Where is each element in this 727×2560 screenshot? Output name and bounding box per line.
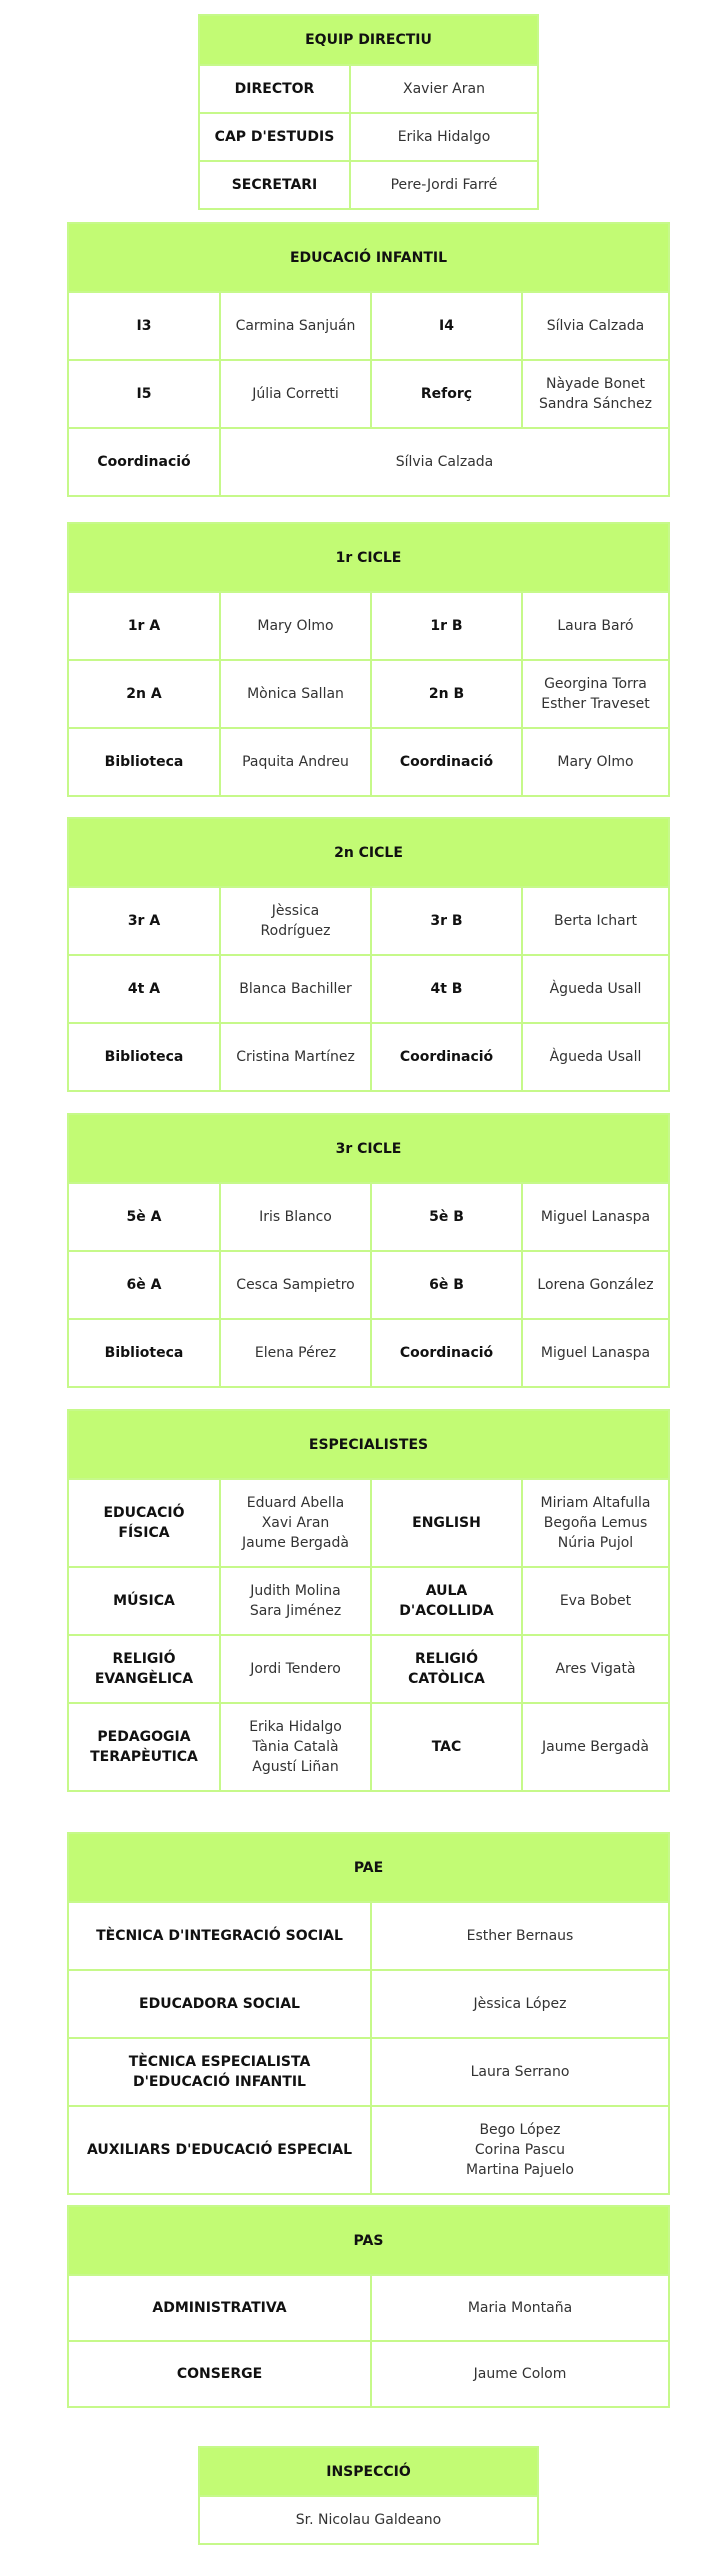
name-secretari: Pere-Jordi Farré (349, 162, 537, 208)
especialistes-table (67, 1409, 670, 1792)
teacher-name: Elena Pérez (219, 1320, 370, 1386)
staff-name: Jaume Colom (370, 2342, 668, 2406)
cicle2-table (67, 817, 670, 1092)
subject-label: PEDAGOGIA TERAPÈUTICA (90, 1729, 198, 1765)
staff-role: AUXILIARS D'EDUCACIÓ ESPECIAL (86, 2142, 352, 2158)
teacher-name: Iris Blanco (219, 1184, 370, 1250)
class-label: 1r B (370, 593, 521, 659)
pas-table (67, 2205, 670, 2408)
name-director: Xavier Aran (349, 66, 537, 112)
class-label: 6è B (370, 1252, 521, 1318)
teacher-name: Mary Olmo (219, 593, 370, 659)
pas-title: PAS (69, 2207, 668, 2274)
staff-role: TÈCNICA ESPECIALISTA D'EDUCACIÓ INFANTIL (128, 2054, 311, 2090)
class-label: 3r A (127, 913, 161, 929)
equip-directiu-title: EQUIP DIRECTIU (200, 16, 537, 64)
equip-directiu-table (198, 14, 539, 210)
coordinacio-label: Coordinació (370, 1024, 521, 1090)
pae-title: PAE (69, 1834, 668, 1901)
cicle1-table (67, 522, 670, 797)
staff-name: Esther Bernaus (370, 1903, 668, 1969)
inspeccio-table (198, 2446, 539, 2545)
teacher-name: Cesca Sampietro (219, 1252, 370, 1318)
subject-label: ENGLISH (370, 1480, 521, 1566)
especialistes-title: ESPECIALISTES (69, 1411, 668, 1478)
role-director: DIRECTOR (234, 81, 315, 97)
teacher-name: Paquita Andreu (219, 729, 370, 795)
infantil-title: EDUCACIÓ INFANTIL (69, 224, 668, 291)
staff-role: EDUCADORA SOCIAL (139, 1996, 300, 2012)
teacher-name: Àgueda Usall (521, 956, 668, 1022)
teacher-name: Jèssica Rodríguez (219, 888, 370, 954)
teacher-name: Jordi Tendero (219, 1636, 370, 1702)
teacher-name: Nàyade Bonet Sandra Sánchez (521, 361, 668, 427)
name-cap-estudis: Erika Hidalgo (349, 114, 537, 160)
teacher-name: Carmina Sanjuán (219, 293, 370, 359)
staff-role: TÈCNICA D'INTEGRACIÓ SOCIAL (96, 1928, 343, 1944)
staff-name: Maria Montaña (370, 2276, 668, 2340)
biblioteca-label: Biblioteca (104, 1049, 184, 1065)
teacher-name: Erika Hidalgo Tània Català Agustí Liñan (219, 1704, 370, 1790)
class-label: 1r A (127, 618, 161, 634)
coordinacio-name: Sílvia Calzada (219, 429, 668, 495)
coordinacio-label: Coordinació (370, 1320, 521, 1386)
teacher-name: Cristina Martínez (219, 1024, 370, 1090)
subject-label: RELIGIÓ CATÒLICA (370, 1636, 521, 1702)
teacher-name: Mary Olmo (521, 729, 668, 795)
staff-role: CONSERGE (176, 2366, 263, 2382)
class-label: 3r B (370, 888, 521, 954)
teacher-name: Miriam Altafulla Begoña Lemus Núria Pujol (521, 1480, 668, 1566)
subject-label: AULA D'ACOLLIDA (370, 1568, 521, 1634)
staff-name: Bego López Corina Pascu Martina Pajuelo (370, 2107, 668, 2193)
class-label: 4t A (127, 981, 161, 997)
teacher-name: Jaume Bergadà (521, 1704, 668, 1790)
pae-table (67, 1832, 670, 2195)
inspector-name: Sr. Nicolau Galdeano (295, 2512, 442, 2528)
role-cap-estudis: CAP D'ESTUDIS (214, 129, 335, 145)
role-secretari: SECRETARI (231, 177, 318, 193)
class-label: 2n B (370, 661, 521, 727)
staff-name: Laura Serrano (370, 2039, 668, 2105)
teacher-name: Ares Vigatà (521, 1636, 668, 1702)
staff-name: Jèssica López (370, 1971, 668, 2037)
subject-label: EDUCACIÓ FÍSICA (103, 1505, 185, 1541)
biblioteca-label: Biblioteca (104, 754, 184, 770)
coordinacio-label: Coordinació (97, 454, 191, 470)
subject-label: TAC (370, 1704, 521, 1790)
teacher-name: Sílvia Calzada (521, 293, 668, 359)
class-label: I4 (370, 293, 521, 359)
teacher-name: Eduard Abella Xavi Aran Jaume Bergadà (219, 1480, 370, 1566)
cicle1-title: 1r CICLE (69, 524, 668, 591)
class-label: I5 (136, 386, 152, 402)
class-label: 5è A (126, 1209, 162, 1225)
teacher-name: Georgina Torra Esther Traveset (521, 661, 668, 727)
cicle3-table (67, 1113, 670, 1388)
subject-label: MÚSICA (113, 1593, 175, 1609)
subject-label: RELIGIÓ EVANGÈLICA (94, 1651, 194, 1687)
teacher-name: Berta Ichart (521, 888, 668, 954)
teacher-name: Miguel Lanaspa (521, 1320, 668, 1386)
class-label: Reforç (370, 361, 521, 427)
teacher-name: Miguel Lanaspa (521, 1184, 668, 1250)
cicle3-title: 3r CICLE (69, 1115, 668, 1182)
cicle2-title: 2n CICLE (69, 819, 668, 886)
staff-role: ADMINISTRATIVA (152, 2300, 287, 2316)
class-label: 2n A (126, 686, 162, 702)
teacher-name: Lorena González (521, 1252, 668, 1318)
biblioteca-label: Biblioteca (104, 1345, 184, 1361)
teacher-name: Júlia Corretti (219, 361, 370, 427)
infantil-table (67, 222, 670, 497)
class-label: I3 (136, 318, 152, 334)
coordinacio-label: Coordinació (370, 729, 521, 795)
teacher-name: Judith Molina Sara Jiménez (219, 1568, 370, 1634)
teacher-name: Eva Bobet (521, 1568, 668, 1634)
teacher-name: Mònica Sallan (219, 661, 370, 727)
teacher-name: Blanca Bachiller (219, 956, 370, 1022)
teacher-name: Àgueda Usall (521, 1024, 668, 1090)
class-label: 5è B (370, 1184, 521, 1250)
inspeccio-title: INSPECCIÓ (200, 2448, 537, 2495)
class-label: 6è A (126, 1277, 162, 1293)
class-label: 4t B (370, 956, 521, 1022)
teacher-name: Laura Baró (521, 593, 668, 659)
